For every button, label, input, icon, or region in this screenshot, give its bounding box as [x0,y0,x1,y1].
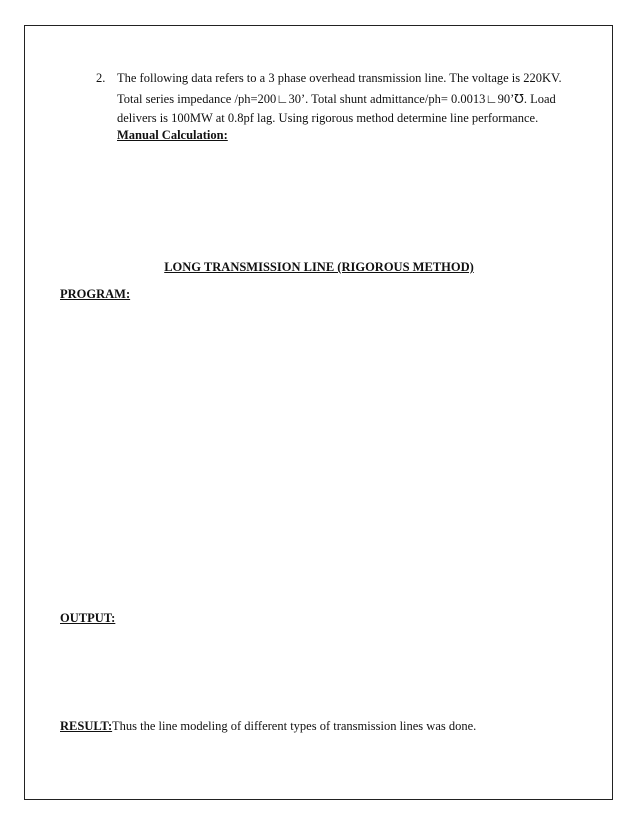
page-border [24,25,613,800]
output-label: OUTPUT: [60,611,116,625]
result-text: Thus the line modeling of different types of transmission lines was done. [112,719,477,733]
question-line-1: The following data refers to a 3 phase overhead transmission line. The voltage is 220KV. [117,71,562,85]
manual-calculation-label: Manual Calculation: [117,128,228,142]
program-label: PROGRAM: [60,287,131,301]
question-line-2: Total series impedance /ph=200∟30’. Total shunt admittance/ph= 0.0013∟90’℧. Load [117,92,556,106]
question-number: 2. [96,71,106,85]
result-label: RESULT: [60,719,113,733]
question-line-3: delivers is 100MW at 0.8pf lag. Using rigorous method determine line performance. [117,111,539,125]
section-title: LONG TRANSMISSION LINE (RIGOROUS METHOD) [164,260,474,274]
